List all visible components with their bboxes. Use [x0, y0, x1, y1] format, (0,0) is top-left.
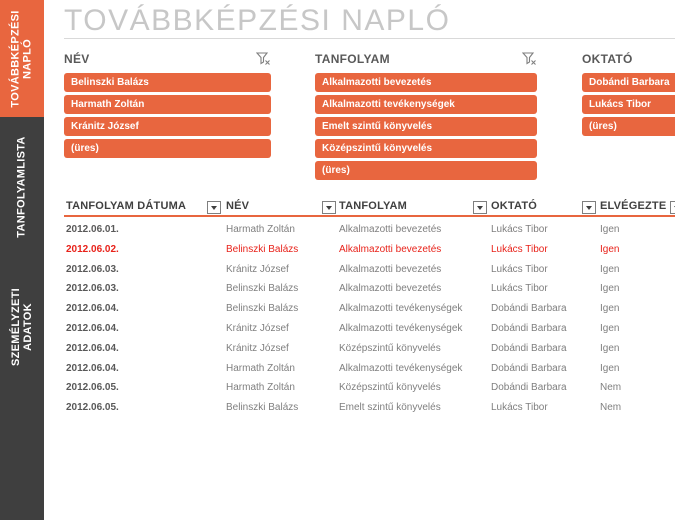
- slicer-item[interactable]: Alkalmazotti bevezetés: [315, 73, 537, 92]
- cell-course: Alkalmazotti bevezetés: [339, 224, 442, 235]
- clear-filter-icon[interactable]: [256, 51, 271, 66]
- cell-date: 2012.06.04.: [66, 303, 119, 315]
- cell-instructor: Dobándi Barbara: [491, 362, 567, 374]
- page-title: TOVÁBBKÉPZÉSI NAPLÓ: [64, 4, 451, 37]
- cell-name: Belinszki Balázs: [226, 402, 299, 414]
- cell-completed: Igen: [600, 263, 620, 275]
- slicer-item[interactable]: (üres): [582, 117, 675, 136]
- cell-name: Kránitz József: [226, 322, 289, 334]
- cell-name: Belinszki Balázs: [226, 283, 299, 295]
- table-row[interactable]: [64, 321, 675, 341]
- filter-dropdown-tanfolyam-icon[interactable]: [473, 201, 487, 214]
- tab-tanfolyamlista[interactable]: [0, 117, 44, 257]
- cell-date: 2012.06.03.: [66, 263, 119, 275]
- cell-name: Belinszki Balázs: [226, 243, 299, 255]
- cell-completed: Igen: [600, 362, 620, 374]
- cell-instructor: Dobándi Barbara: [491, 342, 567, 354]
- table-header: [64, 199, 675, 217]
- cell-completed: Nem: [600, 402, 622, 414]
- slicer-item[interactable]: (üres): [315, 161, 537, 180]
- table-row[interactable]: [64, 380, 675, 400]
- cell-instructor: Lukács Tibor: [491, 224, 548, 235]
- cell-completed: Nem: [600, 382, 622, 394]
- cell-completed: Igen: [600, 342, 620, 354]
- cell-date: 2012.06.01.: [66, 224, 119, 235]
- column-header-datum: TANFOLYAM DÁTUMA: [66, 200, 187, 212]
- cell-course: Alkalmazotti tevékenységek: [339, 303, 463, 315]
- cell-name: Harmath Zoltán: [226, 224, 295, 235]
- cell-completed: Igen: [600, 224, 620, 235]
- table-row[interactable]: [64, 222, 675, 242]
- slicer-nev: [64, 50, 271, 158]
- cell-course: Középszintű könyvelés: [339, 382, 441, 394]
- tab-label: TOVÁBBKÉPZÉSI NAPLÓ: [10, 9, 34, 108]
- table-row[interactable]: [64, 301, 675, 321]
- filter-dropdown-oktato-icon[interactable]: [582, 201, 596, 214]
- cell-instructor: Lukács Tibor: [491, 283, 548, 295]
- slicer-title: NÉV: [64, 52, 90, 66]
- cell-course: Emelt szintű könyvelés: [339, 402, 441, 414]
- cell-date: 2012.06.02.: [66, 243, 119, 255]
- column-header-elvegezte: ELVÉGEZTE: [600, 200, 667, 212]
- slicer-item[interactable]: Harmath Zoltán: [64, 95, 271, 114]
- cell-course: Alkalmazotti bevezetés: [339, 283, 442, 295]
- cell-instructor: Lukács Tibor: [491, 402, 548, 414]
- table-row[interactable]: [64, 361, 675, 381]
- slicer-header: [315, 50, 537, 70]
- title-divider: [64, 38, 675, 39]
- slicer-item[interactable]: Dobándi Barbara: [582, 73, 675, 92]
- slicer-oktato: [582, 50, 675, 136]
- cell-name: Belinszki Balázs: [226, 303, 299, 315]
- table-row[interactable]: [64, 400, 675, 420]
- cell-name: Harmath Zoltán: [226, 362, 295, 374]
- column-header-tanfolyam: TANFOLYAM: [339, 200, 408, 212]
- slicer-item[interactable]: Lukács Tibor: [582, 95, 675, 114]
- table-row[interactable]: [64, 242, 675, 262]
- cell-course: Alkalmazotti bevezetés: [339, 243, 442, 255]
- cell-date: 2012.06.05.: [66, 382, 119, 394]
- slicer-tanfolyam: [315, 50, 537, 180]
- slicer-item[interactable]: Középszintű könyvelés: [315, 139, 537, 158]
- table-row[interactable]: [64, 341, 675, 361]
- cell-name: Harmath Zoltán: [226, 382, 295, 394]
- tab-szemelyzeti-adatok[interactable]: [0, 257, 44, 397]
- slicer-title: OKTATÓ: [582, 52, 633, 66]
- filter-dropdown-elvegezte-icon[interactable]: [670, 201, 675, 214]
- cell-instructor: Lukács Tibor: [491, 263, 548, 275]
- slicer-item[interactable]: (üres): [64, 139, 271, 158]
- cell-completed: Igen: [600, 243, 620, 255]
- cell-instructor: Dobándi Barbara: [491, 322, 567, 334]
- tab-label: SZEMÉLYZETI ADATOK: [10, 287, 35, 367]
- filter-dropdown-datum-icon[interactable]: [207, 201, 221, 214]
- slicer-item[interactable]: Emelt szintű könyvelés: [315, 117, 537, 136]
- sidebar-tabs: [0, 0, 44, 520]
- cell-date: 2012.06.04.: [66, 342, 119, 354]
- cell-date: 2012.06.03.: [66, 283, 119, 295]
- slicer-header: [582, 50, 675, 70]
- tab-tovabbkepzesi-naplo[interactable]: [0, 0, 44, 117]
- cell-completed: Igen: [600, 283, 620, 295]
- cell-name: Kránitz József: [226, 263, 289, 275]
- filter-dropdown-nev-icon[interactable]: [322, 201, 336, 214]
- slicer-title: TANFOLYAM: [315, 52, 390, 66]
- cell-date: 2012.06.04.: [66, 362, 119, 374]
- cell-course: Alkalmazotti bevezetés: [339, 263, 442, 275]
- cell-instructor: Dobándi Barbara: [491, 303, 567, 315]
- cell-course: Középszintű könyvelés: [339, 342, 441, 354]
- slicer-item[interactable]: Kránitz József: [64, 117, 271, 136]
- table-row[interactable]: [64, 281, 675, 301]
- clear-filter-icon[interactable]: [522, 51, 537, 66]
- cell-course: Alkalmazotti tevékenységek: [339, 362, 463, 374]
- slicer-item[interactable]: Belinszki Balázs: [64, 73, 271, 92]
- cell-date: 2012.06.04.: [66, 322, 119, 334]
- table-body: [64, 222, 675, 420]
- cell-completed: Igen: [600, 303, 620, 315]
- column-header-oktato: OKTATÓ: [491, 200, 538, 212]
- cell-completed: Igen: [600, 322, 620, 334]
- cell-instructor: Dobándi Barbara: [491, 382, 567, 394]
- cell-instructor: Lukács Tibor: [491, 243, 548, 255]
- tab-label: TANFOLYAMLISTA: [16, 136, 28, 238]
- slicer-item[interactable]: Alkalmazotti tevékenységek: [315, 95, 537, 114]
- cell-course: Alkalmazotti tevékenységek: [339, 322, 463, 334]
- column-header-nev: NÉV: [226, 200, 250, 212]
- cell-date: 2012.06.05.: [66, 402, 119, 414]
- table-row[interactable]: [64, 262, 675, 282]
- slicer-header: [64, 50, 271, 70]
- cell-name: Kránitz József: [226, 342, 289, 354]
